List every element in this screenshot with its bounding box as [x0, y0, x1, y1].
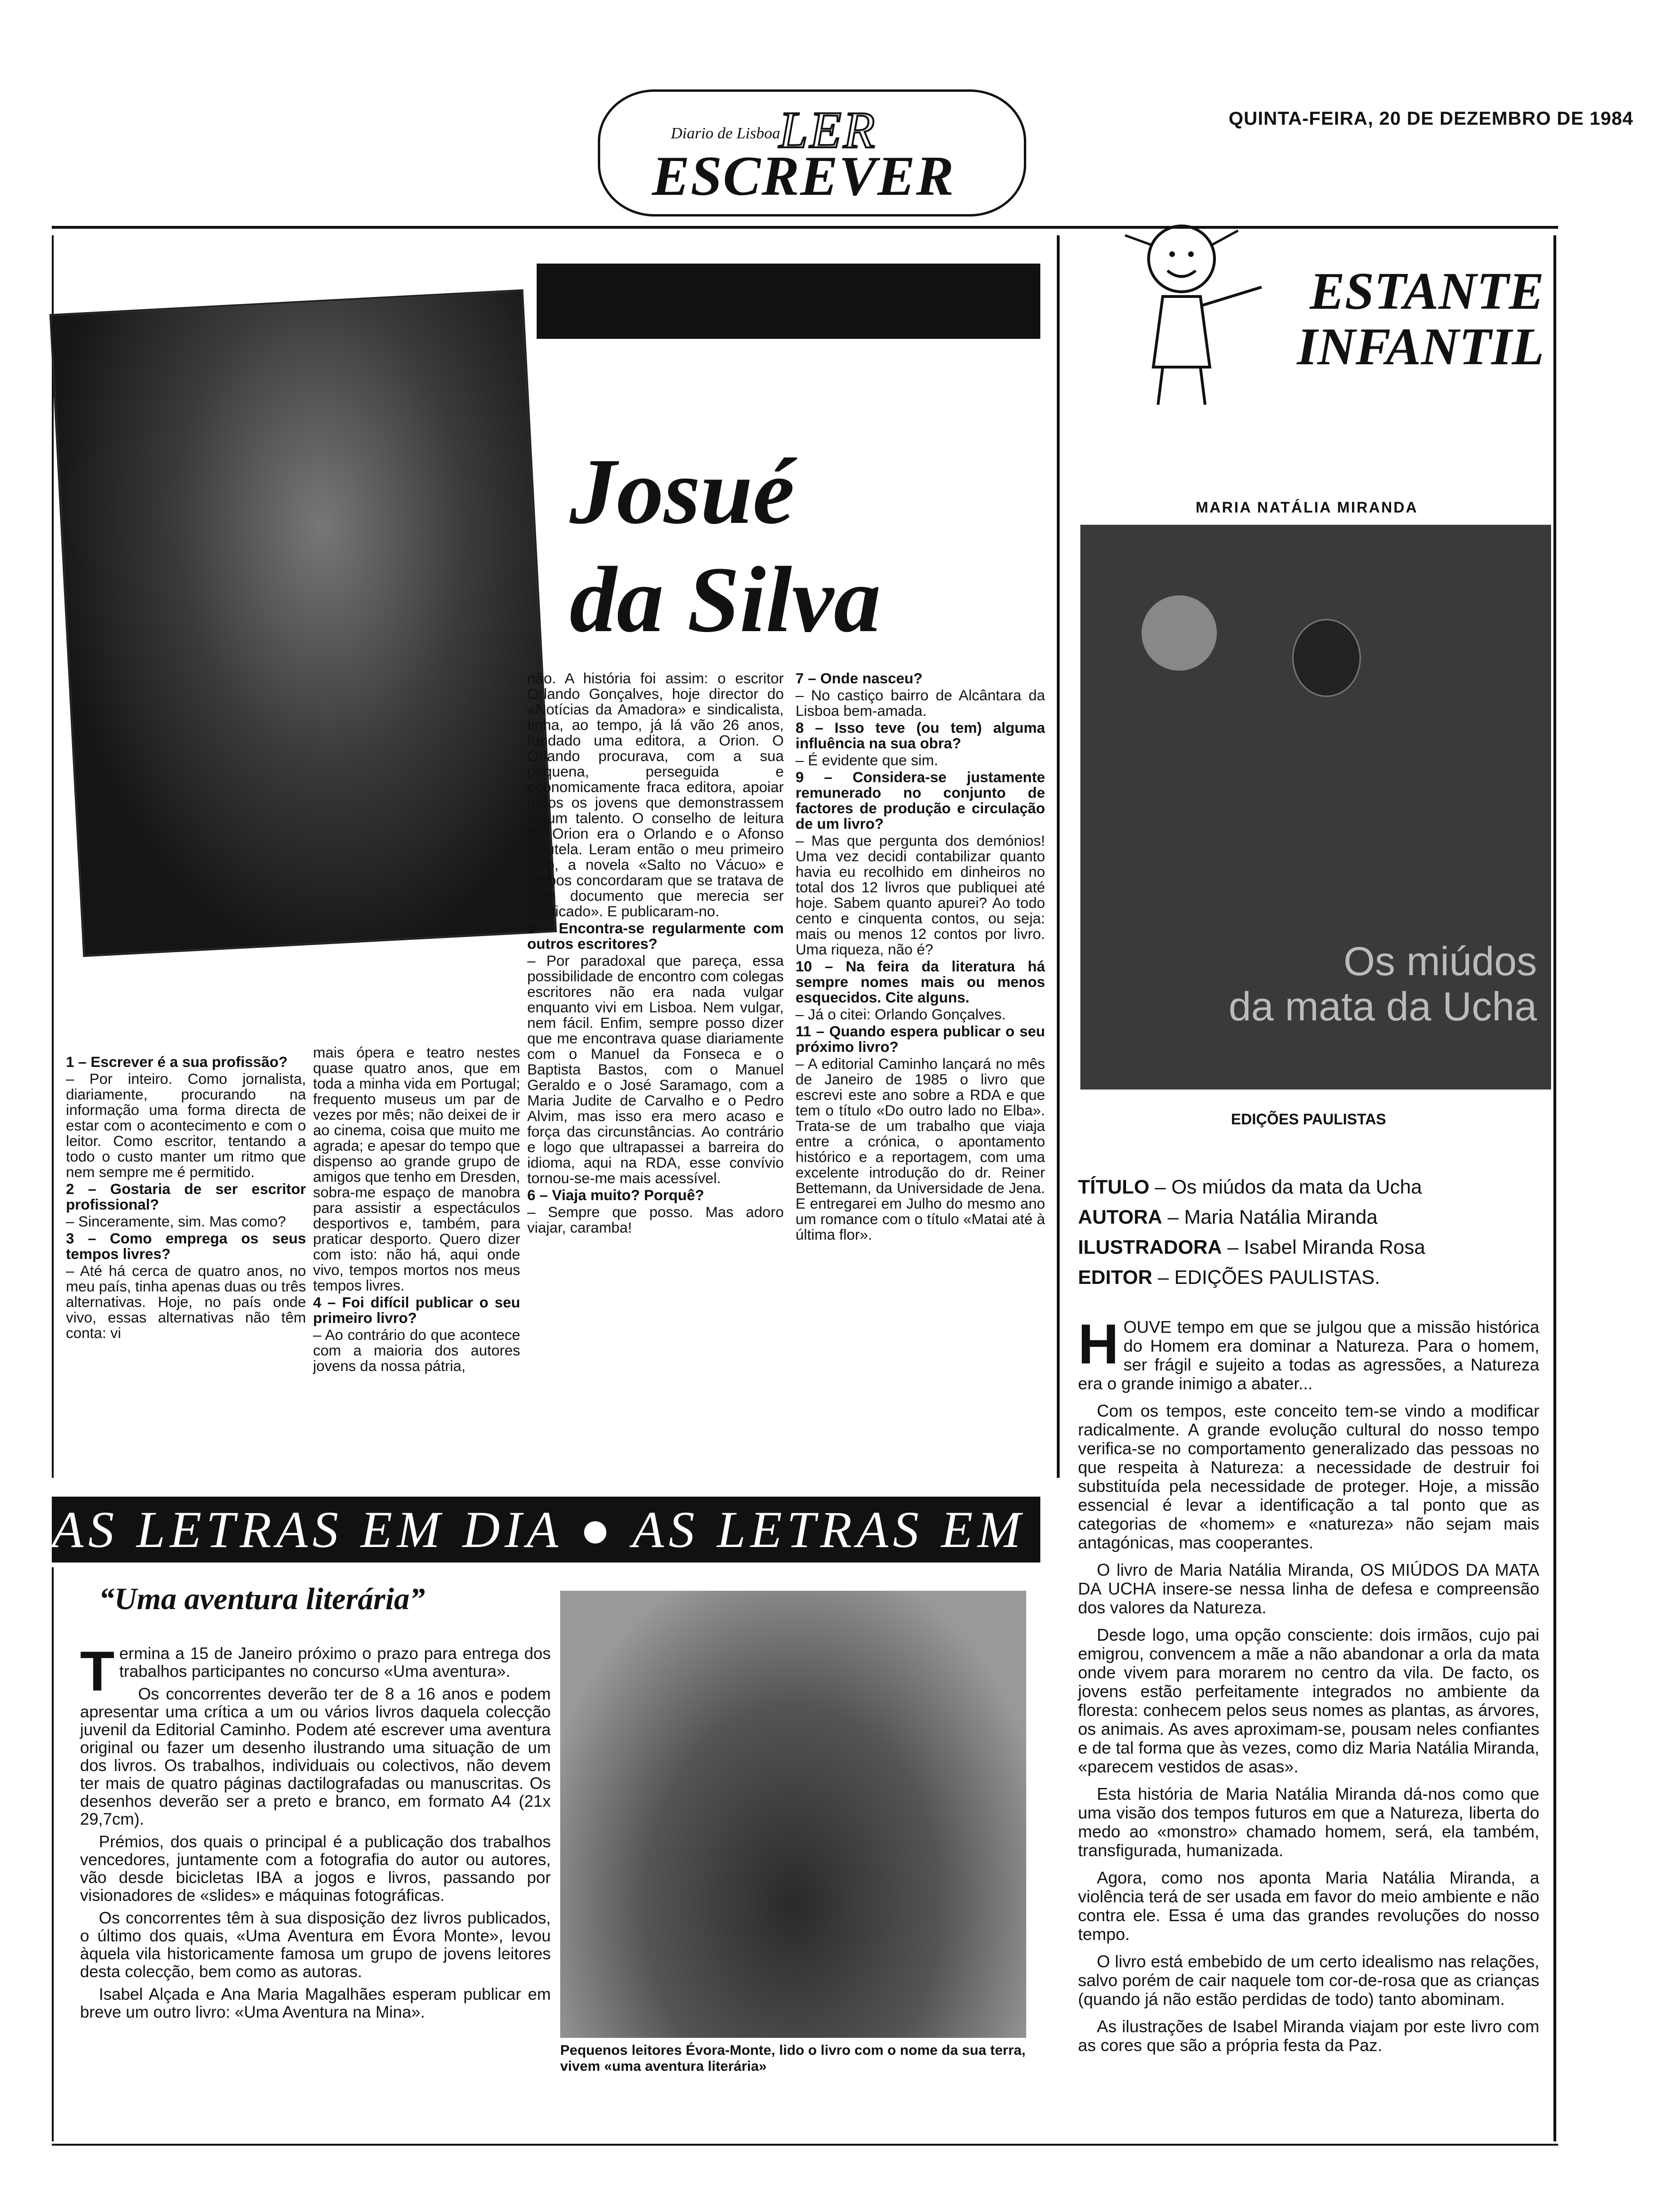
answer-4: – Ao contrário do que acontece com a maioria dos autores jovens da nossa pátria,: [313, 1326, 520, 1374]
estante-paragraph-4: Desde logo, uma opção consciente: dois irmãos, cujo pai emigrou, convencem a mãe a não abandonar a orla da mata onde vivem para morarem no centro da vila. De facto, os jovens estão perfeitamente integrados no ambiente da floresta: conhecem pelos seus nomes as plantas, as árvores, os animais. As aves aproximam-se, pousam neles confiantes e de tal forma que às vezes, como diz Maria Natália Miranda, «parecem vestidos de asas».: [1078, 1625, 1539, 1776]
question-7: 7 – Onde nasceu?: [796, 670, 923, 687]
letras-body: [80, 1640, 551, 2130]
estante-paragraph-3: O livro de Maria Natália Miranda, OS MIÚDOS DA MATA DA UCHA insere-se nessa linha de defesa e compreensão dos valores da Natureza.: [1078, 1560, 1539, 1617]
masthead-newspaper-name: Diario de Lisboa: [671, 125, 780, 142]
answer-9: – Mas que pergunta dos demónios! Uma vez decidi contabilizar quanto havia eu recolhido em dinheiros no total dos 12 livros que publiquei até hoje. Sabem quanto apurei? Ao todo cento e cinquenta contos, ou seja: mais ou menos 12 contos por livro. Uma riqueza, não é?: [796, 832, 1045, 958]
letras-paragraph-4: Os concorrentes têm à sua disposição dez livros publicados, o último dos quais, «Uma Aventura em Évora Monte», levou àquela vila historicamente famosa um grupo de jovens leitores desta colecção, bem como as autoras.: [80, 1909, 551, 1981]
question-11: 11 – Quando espera publicar o seu próximo livro?: [796, 1023, 1045, 1055]
masthead-escrever: ESCREVER: [652, 144, 955, 207]
answer-10: – Já o citei: Orlando Gonçalves.: [796, 1006, 1006, 1023]
question-6: 6 – Viaja muito? Porquê?: [527, 1186, 704, 1203]
group-photo-caption: Pequenos leitores Évora-Monte, lido o livro com o nome da sua terra, vivem «uma aventura literária»: [560, 2043, 1026, 2074]
cover-title-line-2: da mata da Ucha: [1229, 984, 1537, 1029]
cover-title: [1080, 939, 1551, 1029]
answer-2: – Sinceramente, sim. Mas como?: [66, 1213, 286, 1230]
letras-subhead: “Uma aventura literária”: [99, 1582, 426, 1616]
credit-author-label: AUTORA: [1078, 1206, 1162, 1228]
dateline: QUINTA-FEIRA, 20 DE DEZEMBRO DE 1984: [1229, 108, 1633, 129]
estante-paragraph-2: Com os tempos, este conceito tem-se vindo a modificar radicalmente. A grande evolução cultural do nosso tempo verifica-se no comportamento generalizado das pessoas no que respeita à Natureza: a necessidade de destruir foi substituída pela necessidade de proteger. Hoje, a missão essencial é levar a identificação a tal ponto que as categorias de «homem» e «natureza» não sejam mais antagónicas, mas cooperantes.: [1078, 1401, 1539, 1552]
right-border: [1553, 235, 1556, 2141]
credit-illustrator-label: ILUSTRADORA: [1078, 1236, 1222, 1258]
credit-editor-value: – EDIÇÕES PAULISTAS.: [1152, 1266, 1380, 1288]
estante-author-header: MARIA NATÁLIA MIRANDA: [1196, 499, 1418, 516]
masthead-ler: LER: [779, 101, 877, 159]
masthead-logo: [598, 89, 1026, 216]
answer-11: – A editorial Caminho lançará no mês de Janeiro de 1985 o livro que escrevi este ano sobre a RDA e que tem o título «Do outro lado no Elba». Trata-se de um trabalho que viaja entre a crónica, o apontamento histórico e a reportagem, com uma excelente introdução do dr. Reiner Bettemann, da Universidade de Jena. E entregarei em Julho do mesmo ano um romance com o título «Matai até à última flor».: [796, 1055, 1045, 1243]
credit-author-value: – Maria Natália Miranda: [1162, 1206, 1378, 1228]
interview-column-4: [796, 671, 1045, 1478]
question-10: 10 – Na feira da literatura há sempre nomes mais ou menos esquecidos. Cite alguns.: [796, 958, 1045, 1006]
credit-title: [1078, 1172, 1544, 1202]
letras-left-border: [52, 1567, 54, 2141]
estante-paragraph-6: Agora, como nos aponta Maria Natália Miranda, a violência terá de ser usada em favor do meio ambiente e não contra ele. Essa é uma das grandes revoluções do nosso tempo.: [1078, 1868, 1539, 1944]
interview-title: [570, 438, 881, 654]
answer-6: – Sempre que posso. Mas adoro viajar, caramba!: [527, 1203, 784, 1236]
question-2: 2 – Gostaria de ser escritor profissional?: [66, 1180, 306, 1213]
estante-paragraph-8: As ilustrações de Isabel Miranda viajam por este livro com as cores que são a própria festa da Paz.: [1078, 2017, 1539, 2055]
answer-3-cont: mais ópera e teatro nestes quase quatro anos, que em toda a minha vida em Portugal; frequento museus um par de vezes por mês; não deixei de ir ao cinema, coisa que muito me agrada; e apesar do tempo que dispenso ao grande grupo de amigos que tenho em Dresden, sobra-me espaço de manobra para assistir a espectáculos desportivos e, também, para praticar desporto. Quero dizer com isto: não há, aqui onde vivo, tempos mortos nos meus tempos livres.: [313, 1044, 520, 1294]
column-divider: [1057, 235, 1060, 1478]
question-5: 5 – Encontra-se regularmente com outros escritores?: [527, 920, 784, 952]
cover-figure-boy: [1142, 595, 1217, 671]
bottom-rule: [52, 2144, 1558, 2146]
letras-paragraph-1: ermina a 15 de Janeiro próximo o prazo para entrega dos trabalhos participantes no concurso «Uma aventura».: [119, 1644, 551, 1681]
estante-title: [1243, 264, 1544, 375]
book-cover: [1080, 525, 1551, 1090]
credit-editor-label: EDITOR: [1078, 1266, 1152, 1288]
cover-title-line-1: Os miúdos: [1343, 939, 1537, 984]
drop-cap-t: T: [80, 1640, 115, 1703]
question-9: 9 – Considera-se justamente remunerado no conjunto de factores de produção e circulação de um livro?: [796, 769, 1045, 832]
interview-column-1: [66, 1054, 306, 1478]
cover-figure-girl: [1292, 619, 1361, 697]
title-line-1: Josué: [570, 440, 795, 544]
left-border: [52, 235, 54, 1478]
answer-3: – Até há cerca de quatro anos, no meu país, tinha apenas duas ou três alternativas. Hoje, no país onde vivo, essas alternativas não têm conta: vi: [66, 1262, 306, 1341]
author-photo: [49, 289, 557, 957]
top-rule: [52, 226, 1558, 229]
estante-title-line-2: INFANTIL: [1297, 318, 1544, 376]
credit-illustrator: [1078, 1232, 1544, 1262]
publisher-label: EDIÇÕES PAULISTAS: [1231, 1111, 1386, 1128]
letras-paragraph-2: Os concorrentes deverão ter de 8 a 16 anos e podem apresentar uma crítica a um ou vários livros daquela colecção juvenil da Editorial Caminho. Podem até escrever uma aventura original ou fazer um desenho ilustrando uma situação de um dos livros. Os trabalhos, individuais ou colectivos, não devem ter mais de quatro páginas dactilografadas ou manuscritas. Os desenhos deverão ser a preto e branco, em formato A4 (21x 29,7cm).: [80, 1685, 551, 1828]
estante-paragraph-5: Esta história de Maria Natália Miranda dá-nos como que uma visão dos tempos futuros em que a Natureza, liberta do medo ao «monstro» chamado homem, será, ela também, transfigurada, humanizada.: [1078, 1784, 1539, 1860]
question-8: 8 – Isso teve (ou tem) alguma influência na sua obra?: [796, 719, 1045, 752]
question-4: 4 – Foi difícil publicar o seu primeiro livro?: [313, 1294, 520, 1326]
group-photo: [560, 1591, 1026, 2038]
credit-illustrator-value: – Isabel Miranda Rosa: [1222, 1236, 1425, 1258]
book-credits: [1078, 1172, 1544, 1292]
cartoon-illustration: [1106, 216, 1266, 414]
drop-cap-h: H: [1078, 1313, 1119, 1376]
interview-column-3: [527, 671, 784, 1478]
credit-title-value: – Os miúdos da mata da Ucha: [1149, 1176, 1422, 1198]
credit-author: [1078, 1202, 1544, 1232]
cartoon-girl-icon: [1106, 216, 1266, 414]
credit-title-label: TÍTULO: [1078, 1176, 1150, 1198]
question-1: 1 – Escrever é a sua profissão?: [66, 1053, 288, 1070]
credit-editor: [1078, 1262, 1544, 1292]
answer-1: – Por inteiro. Como jornalista, diariamente, procurando na informação uma forma directa de estar com o acontecimento e com o leitor. Como escritor, tentando a todo o custo manter um ritmo que nem sempre me é permitido.: [66, 1070, 306, 1180]
estante-paragraph-1: OUVE tempo em que se julgou que a missão histórica do Homem era dominar a Natureza. Para o homem, ser frágil e sujeito a todas as agressões, a Natureza era o grande inimigo a abater...: [1078, 1317, 1539, 1393]
letras-paragraph-3: Prémios, dos quais o principal é a publicação dos trabalhos vencedores, juntamente com a fotografia do autor ou autores, vão desde bicicletas IBA a jogos e livros, passando por visionadores de «slides» e máquinas fotográficas.: [80, 1833, 551, 1905]
title-line-2: da Silva: [570, 548, 881, 652]
answer-8: – É evidente que sim.: [796, 752, 938, 769]
estante-paragraph-7: O livro está embebido de um certo idealismo nas relações, salvo porém de cair naquele tom cor-de-rosa que as crianças (quando já não estão perdidas de todo) tanto abominam.: [1078, 1952, 1539, 2009]
interview-column-2: [313, 1045, 520, 1478]
estante-title-line-1: ESTANTE: [1310, 262, 1544, 321]
answer-5: – Por paradoxal que pareça, essa possibilidade de encontro com colegas escritores não era nada vulgar enquanto vivi em Lisboa. Nem vulgar, nem fácil. Enfim, sempre posso dizer que me encontrava quase diariamente com o Manuel da Fonseca e o Baptista Bastos, com o Manuel Geraldo e o José Saramago, com a Maria Judite de Carvalho e o Pedro Alvim, mas isso era mero acaso e força das circunstâncias. Ao contrário e logo que ultrapassei a barreira do idioma, aqui na RDA, esse convívio tornou-se-me mais acessível.: [527, 952, 784, 1186]
answer-7: – No castiço bairro de Alcântara da Lisboa bem-amada.: [796, 687, 1045, 719]
letras-paragraph-5: Isabel Alçada e Ana Maria Magalhães esperam publicar em breve um outro livro: «Uma Aventura na Mina».: [80, 1985, 551, 2021]
estante-body: [1078, 1313, 1539, 2127]
black-bar: [537, 264, 1040, 339]
question-3: 3 – Como emprega os seus tempos livres?: [66, 1230, 306, 1262]
section-banner: AS LETRAS EM DIA ● AS LETRAS EM DIA: [52, 1497, 1040, 1563]
answer-4-cont: não. A história foi assim: o escritor Orlando Gonçalves, hoje director do «Notícias da Amadora» e sindicalista, tinha, ao tempo, já lá vão 26 anos, fundado uma editora, a Orion. O Orlando procurava, com a sua pequena, perseguida e economicamente fraca editora, apoiar todos os jovens que demonstrassem algum talento. O conselho de leitura da Orion era o Orlando e o Afonso Cautela. Leram então o meu primeiro livro, a novela «Salto no Vácuo» e ambos concordaram que se tratava de «um documento que merecia ser publicado». E publicaram-no.: [527, 670, 784, 920]
